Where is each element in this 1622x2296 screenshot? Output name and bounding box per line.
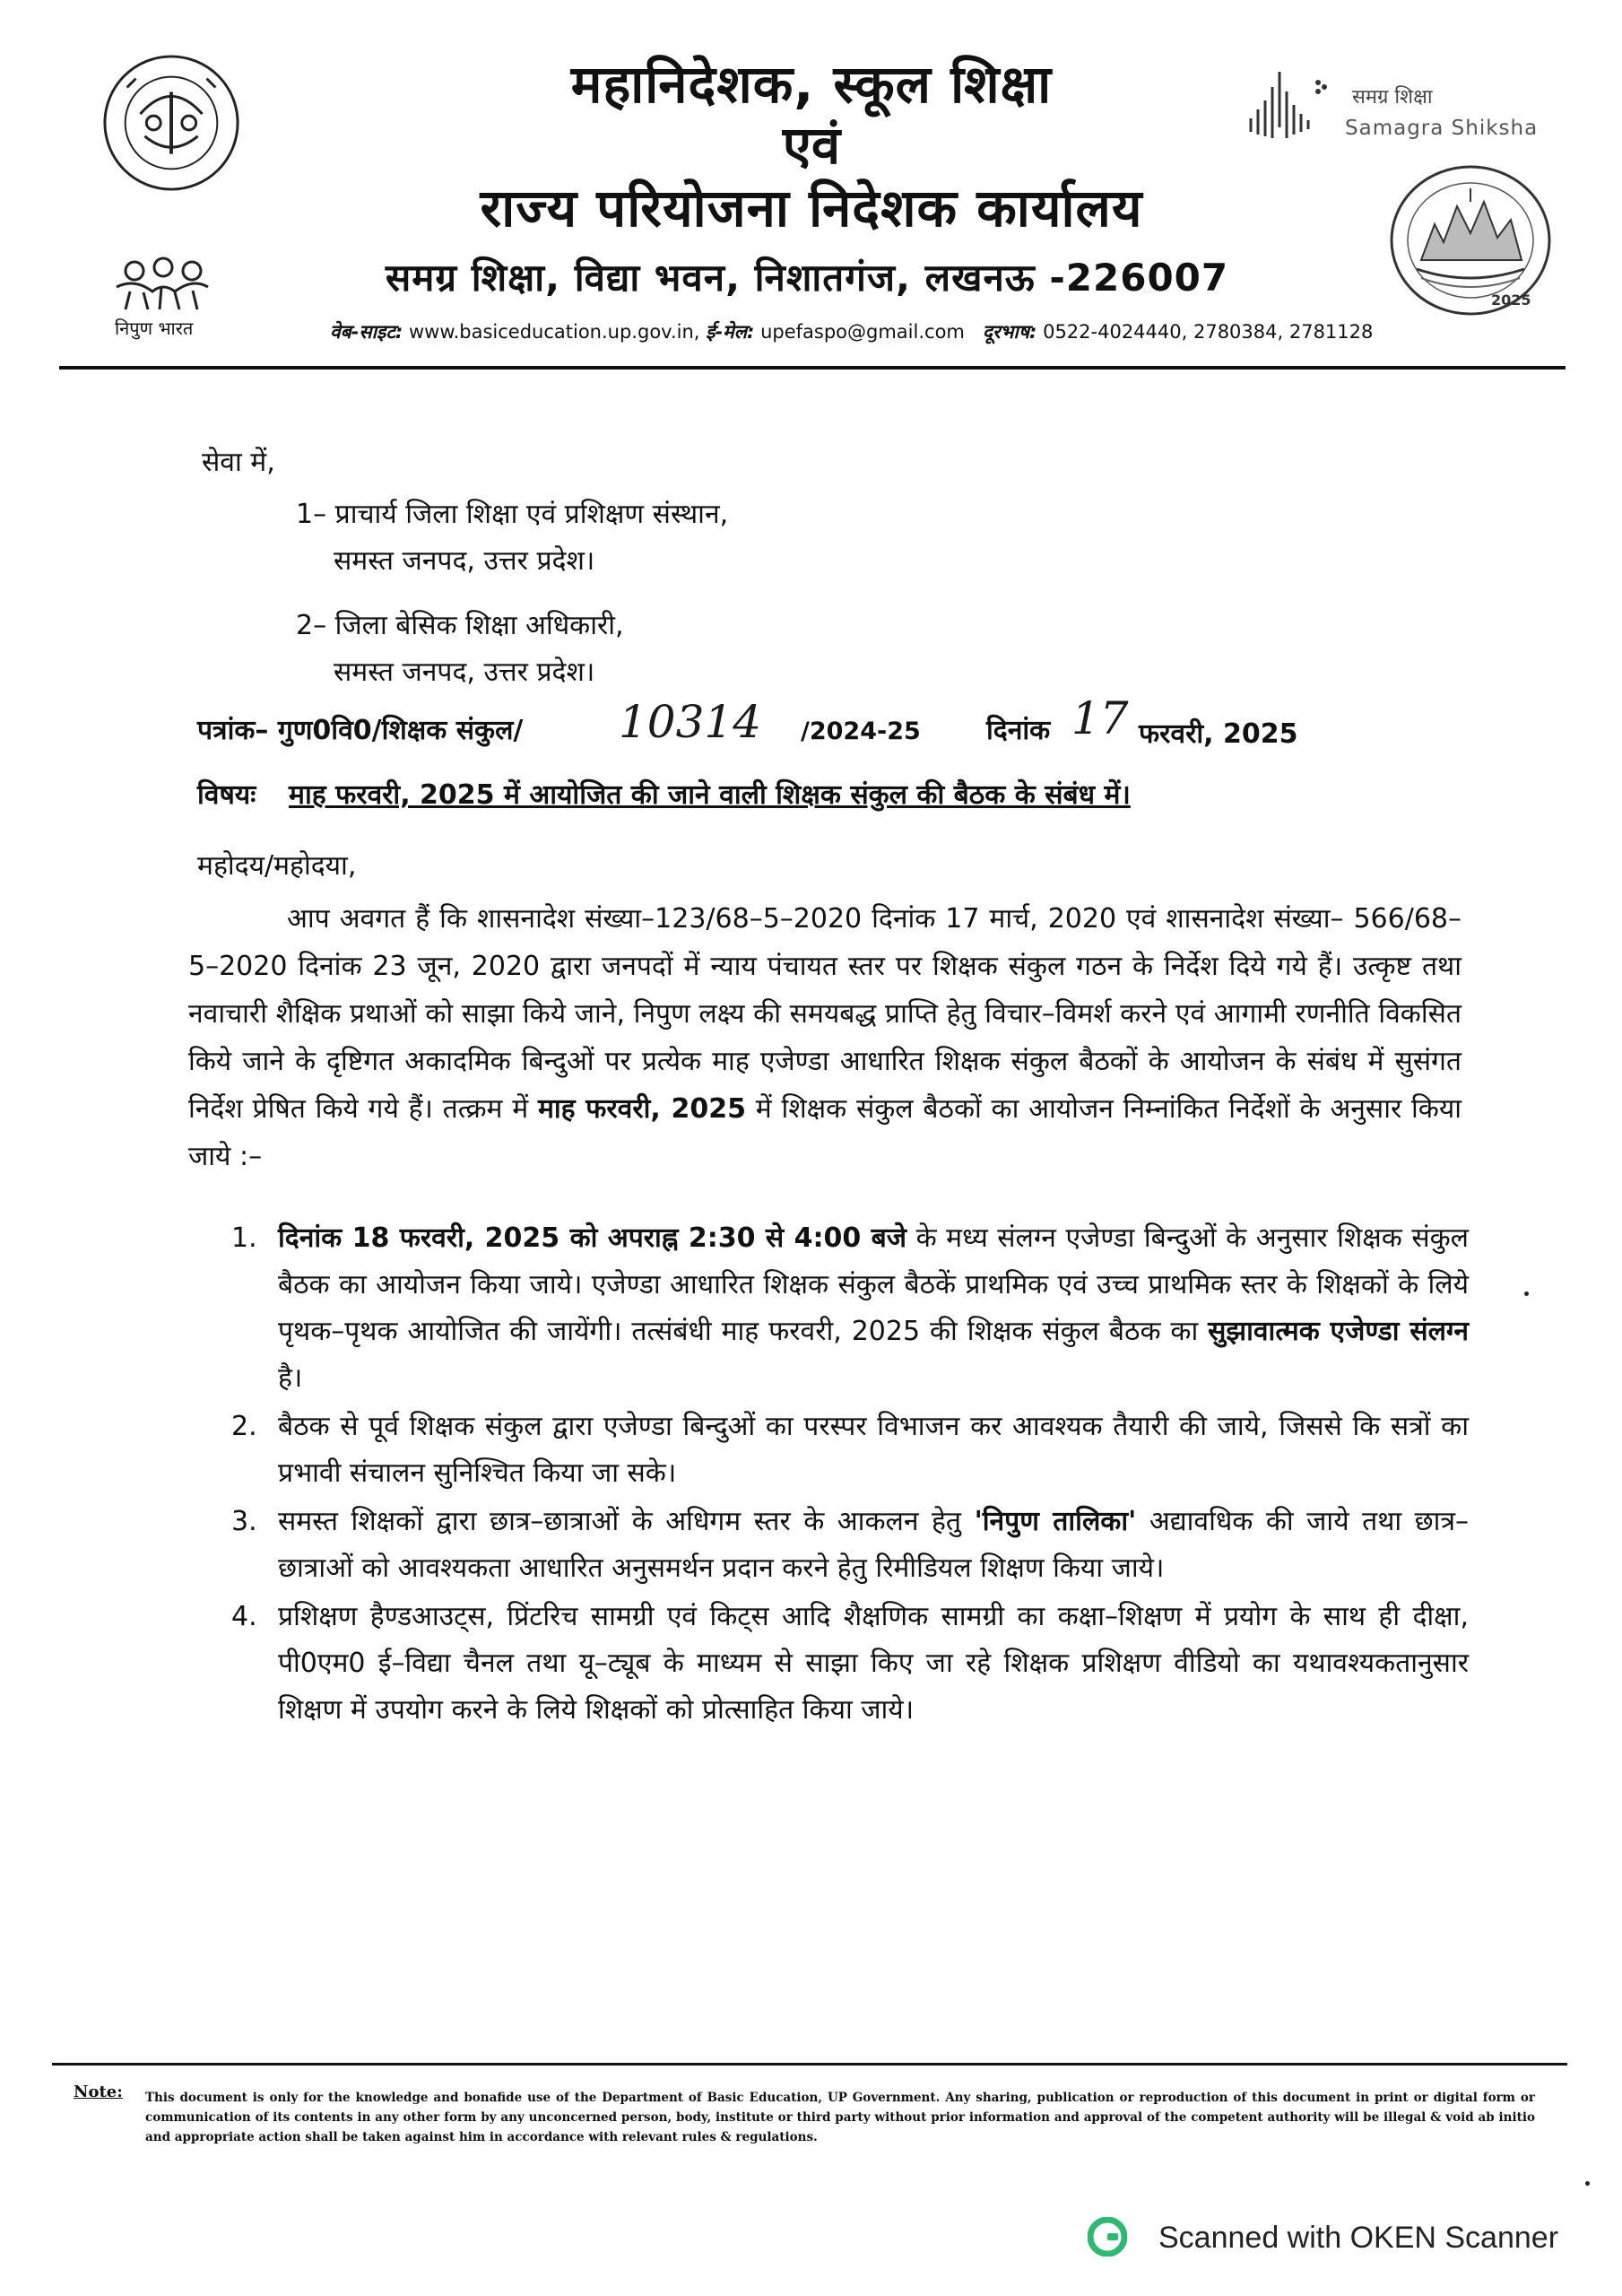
date-month-year: फरवरी, 2025 xyxy=(1139,718,1298,750)
header-title-line3: राज्य परियोजना निदेशक कार्यालय xyxy=(480,178,1143,239)
point-2-text: बैठक से पूर्व शिक्षक संकुल द्वारा एजेण्डा बिन्दुओं का परस्पर विभाजन कर आवश्यक तैयारी की जाये, जिससे कि सत्रों का प्रभावी संचालन सुनिश्चित किया जा सके। xyxy=(278,1411,1469,1489)
subject-label: विषयः xyxy=(197,779,256,811)
body-para-part1: आप अवगत हैं कि शासनादेश संख्या–123/68–5–2020 दिनांक 17 मार्च, 2020 एवं शासनादेश संख्या– 566/68–5–2020 दिनांक 23 जून, 2020 द्वारा जनपदों में न्याय पंचायत स्तर पर शिक्षक संकुल गठन के निर्देश दिये गये हैं। उत्कृष्ट तथा नवाचारी शैक्षिक प्रथाओं को साझा किये जाने, निपुण लक्ष्य की समयबद्ध प्राप्ति हेतु विचार–विमर्श करने एवं आगामी रणनीति विकसित किये जाने के दृष्टिगत अकादमिक बिन्दुओं पर प्रत्येक माह एजेण्डा आधारित शिक्षक संकुल बैठकों के आयोजन के संबंध में सुसंगत निर्देश प्रेषित किये गये हैं। तत्क्रम में xyxy=(188,903,1462,1125)
scan-speck xyxy=(1585,2181,1590,2186)
date-label: दिनांक xyxy=(986,715,1051,746)
scan-speck xyxy=(1524,1292,1529,1296)
body-paragraph xyxy=(188,895,1462,1180)
letter-session: /2024-25 xyxy=(801,718,921,745)
contact-line xyxy=(330,319,1373,344)
point-1-bold-start: दिनांक 18 फरवरी, 2025 को अपराह्न 2:30 से 4:00 बजे xyxy=(278,1222,907,1254)
mahakumbh-2025-seal xyxy=(1385,161,1556,318)
point-3-bold: 'निपुण तालिका' xyxy=(974,1506,1137,1537)
samagra-shiksha-hindi: समग्र शिक्षा xyxy=(1352,86,1433,109)
list-item-number: 2. xyxy=(231,1411,257,1442)
footer-divider xyxy=(52,2063,1567,2066)
header-title-line1: महानिदेशक, स्कूल शिक्षा xyxy=(570,54,1053,115)
list-item-number: 4. xyxy=(231,1601,257,1632)
recipient-2-line2: समस्त जनपद, उत्तर प्रदेश। xyxy=(334,657,595,688)
list-item xyxy=(231,1404,1469,1497)
samagra-shiksha-english: Samagra Shiksha xyxy=(1345,117,1539,140)
subject-text: माह फरवरी, 2025 में आयोजित की जाने वाली शिक्षक संकुल की बैठक के संबंध में। xyxy=(289,779,1131,811)
website-link[interactable]: www.basiceducation.up.gov.in, xyxy=(409,321,700,343)
list-item xyxy=(231,1499,1469,1592)
note-label: Note: xyxy=(74,2083,123,2101)
phone-numbers: 0522-4024440, 2780384, 2781128 xyxy=(1043,321,1374,343)
point-4-text: प्रशिक्षण हैण्डआउट्स, प्रिंटरिच सामग्री एवं किट्स आदि शैक्षणिक सामग्री का कक्षा–शिक्षण में प्रयोग के साथ ही दीक्षा, पी0एम0 ई–विद्या चैनल तथा यू–ट्यूब के माध्यम से साझा किए जा रहे शिक्षक प्रशिक्षण वीडियो का यथावश्यकतानुसार शिक्षण में उपयोग करने के लिये शिक्षकों को प्रोत्साहित किया जाये। xyxy=(278,1601,1469,1726)
nipun-bharat-caption: निपुण भारत xyxy=(115,317,194,339)
salutation-to: सेवा में, xyxy=(202,447,275,478)
svg-text:2025: 2025 xyxy=(1491,291,1531,309)
recipient-2-line1: 2– जिला बेसिक शिक्षा अधिकारी, xyxy=(296,610,624,641)
website-label: वेब-साइट: xyxy=(330,321,403,343)
nipun-bharat-logo xyxy=(108,251,215,314)
email-label: ई-मेल: xyxy=(706,321,755,343)
up-government-seal xyxy=(100,52,242,194)
header-divider xyxy=(59,366,1566,370)
instruction-list xyxy=(231,1215,1469,1735)
scanner-logo-icon xyxy=(1088,2217,1127,2257)
email-link[interactable]: upefaspo@gmail.com xyxy=(760,321,965,343)
list-item xyxy=(231,1215,1469,1402)
point-3-text-end: अद्यावधिक की जाये तथा छात्र–छात्राओं को आवश्यकता आधारित अनुसमर्थन प्रदान करने हेतु रिमीडियल शिक्षण किया जाये। xyxy=(278,1506,1469,1584)
scanner-watermark: Scanned with OKEN Scanner xyxy=(1158,2221,1559,2255)
point-1-text: के मध्य संलग्न एजेण्डा बिन्दुओं के अनुसार शिक्षक संकुल बैठक का आयोजन किया जाये। एजेण्डा आधारित शिक्षक संकुल बैठकें प्राथमिक एवं उच्च प्राथमिक स्तर के शिक्षकों के लिये पृथक–पृथक आयोजित की जायेंगी। तत्संबंधी माह फरवरी, 2025 की शिक्षक संकुल बैठक का xyxy=(278,1222,1469,1347)
header-title-line2: एवं xyxy=(782,115,841,176)
point-1-bold-end: सुझावात्मक एजेण्डा संलग्न xyxy=(1208,1316,1469,1347)
phone-label: दूरभाष: xyxy=(982,321,1037,343)
list-item xyxy=(231,1594,1469,1734)
list-item-number: 3. xyxy=(231,1506,257,1537)
list-item-number: 1. xyxy=(231,1222,257,1254)
header-address: समग्र शिक्षा, विद्या भवन, निशातगंज, लखनऊ -226007 xyxy=(385,256,1229,300)
recipient-1-line1: 1– प्राचार्य जिला शिक्षा एवं प्रशिक्षण संस्थान, xyxy=(296,499,729,530)
point-1-text-end: है। xyxy=(278,1362,303,1394)
recipient-1-line2: समस्त जनपद, उत्तर प्रदेश। xyxy=(334,545,595,577)
samagra-shiksha-logo xyxy=(1242,65,1340,145)
note-text: This document is only for the knowledge and bonafide use of the Department of Basic Education, UP Government. Any sharing, publication or reproduction of this document in print or digital form or communication of its contents in any other form by any unconcerned person, body, institute or third party without prior information and approval of the competent authority will be illegal & void ab initio and appropriate action shall be taken against him in accordance with relevant rules & regulations. xyxy=(145,2091,1535,2144)
point-3-text-start: समस्त शिक्षकों द्वारा छात्र–छात्राओं के अधिगम स्तर के आकलन हेतु xyxy=(278,1506,962,1537)
letter-number-handwritten: 10314 xyxy=(619,696,762,748)
body-para-bold: माह फरवरी, 2025 xyxy=(537,1093,746,1125)
greeting: महोदय/महोदया, xyxy=(197,850,357,882)
letter-number-label: पत्रांक– गुण0वि0/शिक्षक संकुल/ xyxy=(197,715,524,746)
date-day-handwritten: 17 xyxy=(1071,692,1129,744)
body-para-part2: में शिक्षक संकुल बैठकों का आयोजन निम्नांकित निर्देशों के अनुसार किया जाये :– xyxy=(188,1093,1462,1172)
